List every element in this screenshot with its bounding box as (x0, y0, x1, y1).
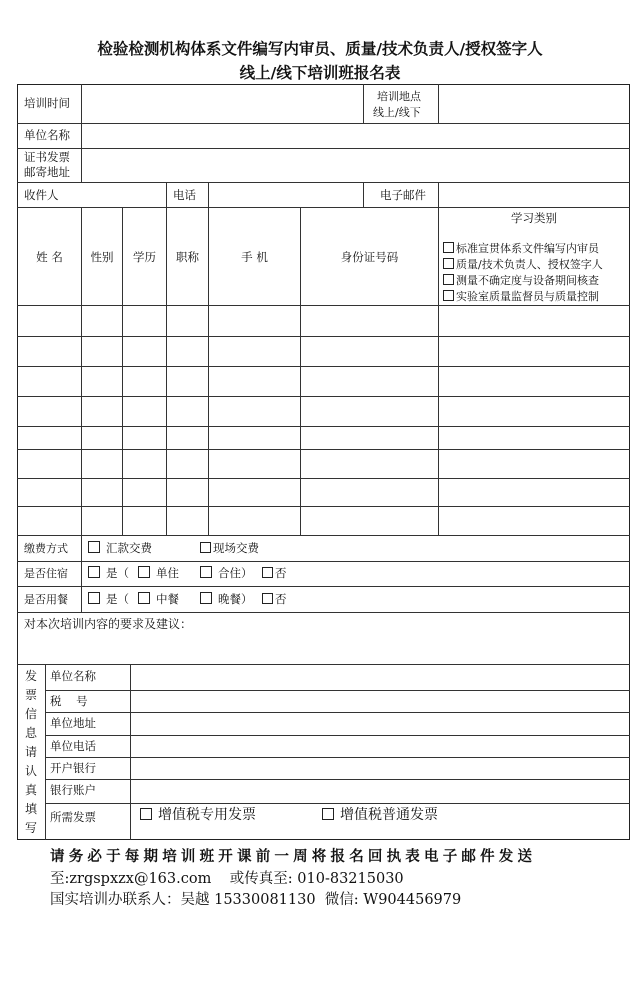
footer-contact-person: 国实培训办联系人：吴越 15330081130 微信: W904456979 (50, 892, 462, 908)
lodging-option-single[interactable]: 单住 (138, 566, 179, 581)
checkbox-icon (262, 593, 273, 604)
registration-form-table (17, 84, 630, 840)
checkbox-icon (200, 566, 212, 578)
col-name-header: 姓 名 (36, 250, 63, 264)
meals-option-no[interactable]: 否 (262, 592, 287, 607)
col-study-category-header: 学习类别 (511, 211, 557, 225)
payment-option-remit[interactable]: 汇款交费 (88, 541, 152, 556)
checkbox-icon (140, 808, 152, 820)
suggestions-label: 对本次培训内容的要求及建议： (24, 617, 193, 631)
checkbox-icon (138, 566, 150, 578)
study-option-2[interactable]: 质量/技术负责人、授权签字人 (443, 257, 603, 273)
form-title-line-2: 线上/线下培训班报名表 (239, 64, 401, 82)
invoice-needed-label: 所需发票 (50, 810, 96, 824)
invoice-bank-label: 开户银行 (50, 761, 96, 775)
invoice-special-vat-option[interactable]: 增值税专用发票 (140, 808, 256, 823)
checkbox-icon (443, 274, 454, 285)
cert-address-label-2: 邮寄地址 (24, 165, 70, 179)
col-gender-header: 性别 (90, 250, 114, 264)
footer-instruction: 请务必于每期培训班开课前一周将报名回执表电子邮件发送 (50, 848, 537, 865)
email-label: 电子邮件 (380, 188, 426, 202)
col-education-header: 学历 (133, 250, 156, 264)
meals-label: 是否用餐 (24, 593, 68, 606)
invoice-normal-vat-option[interactable]: 增值税普通发票 (322, 808, 438, 823)
cert-address-label-1: 证书发票 (24, 150, 70, 164)
lodging-option-no[interactable]: 否 (262, 566, 287, 581)
invoice-account-label: 银行账户 (50, 783, 96, 797)
meals-option-lunch[interactable]: 中餐 (138, 592, 179, 607)
checkbox-icon (443, 242, 454, 253)
study-option-1[interactable]: 标准宣贯体系文件编写内审员 (443, 241, 599, 257)
study-option-3[interactable]: 测量不确定度与设备期间核查 (443, 273, 599, 289)
checkbox-icon (443, 290, 454, 301)
payment-option-onsite[interactable]: 现场交费 (200, 541, 259, 556)
study-option-4[interactable]: 实验室质量监督员与质量控制 (443, 289, 599, 305)
checkbox-icon (443, 258, 454, 269)
col-mobile-header: 手 机 (241, 250, 268, 264)
checkbox-icon (322, 808, 334, 820)
lodging-option-shared[interactable]: 合住） (200, 566, 253, 581)
payment-label: 缴费方式 (24, 542, 68, 555)
col-id-number-header: 身份证号码 (340, 250, 399, 264)
phone-label: 电话 (173, 188, 196, 202)
meals-option-dinner[interactable]: 晚餐） (200, 592, 253, 607)
checkbox-icon (262, 567, 273, 578)
checkbox-icon (200, 592, 212, 604)
invoice-tax-no-label: 税 号 (50, 694, 88, 708)
invoice-unit-address-label: 单位地址 (50, 716, 96, 730)
lodging-option-yes[interactable]: 是（ (88, 566, 129, 581)
form-title-line-1: 检验检测机构体系文件编写内审员、质量/技术负责人/授权签字人 (97, 40, 543, 58)
checkbox-icon (88, 592, 100, 604)
recipient-label: 收件人 (24, 188, 59, 202)
checkbox-icon (138, 592, 150, 604)
checkbox-icon (200, 542, 211, 553)
training-place-label-2: 线上/线下 (373, 106, 421, 119)
footer-contact-email-fax: 至:zrgspxzx@163.com 或传真至: 010-83215030 (50, 871, 404, 887)
unit-name-label: 单位名称 (24, 128, 70, 142)
meals-option-yes[interactable]: 是（ (88, 592, 129, 607)
checkbox-icon (88, 541, 100, 553)
lodging-label: 是否住宿 (24, 567, 68, 580)
invoice-unit-phone-label: 单位电话 (50, 739, 96, 753)
training-place-label-1: 培训地点 (377, 90, 421, 103)
training-time-label: 培训时间 (24, 96, 70, 110)
col-title-header: 职称 (176, 250, 199, 264)
invoice-vertical-label: 发票信息请认真填写 (24, 669, 37, 835)
checkbox-icon (88, 566, 100, 578)
invoice-unit-name-label: 单位名称 (50, 669, 96, 683)
